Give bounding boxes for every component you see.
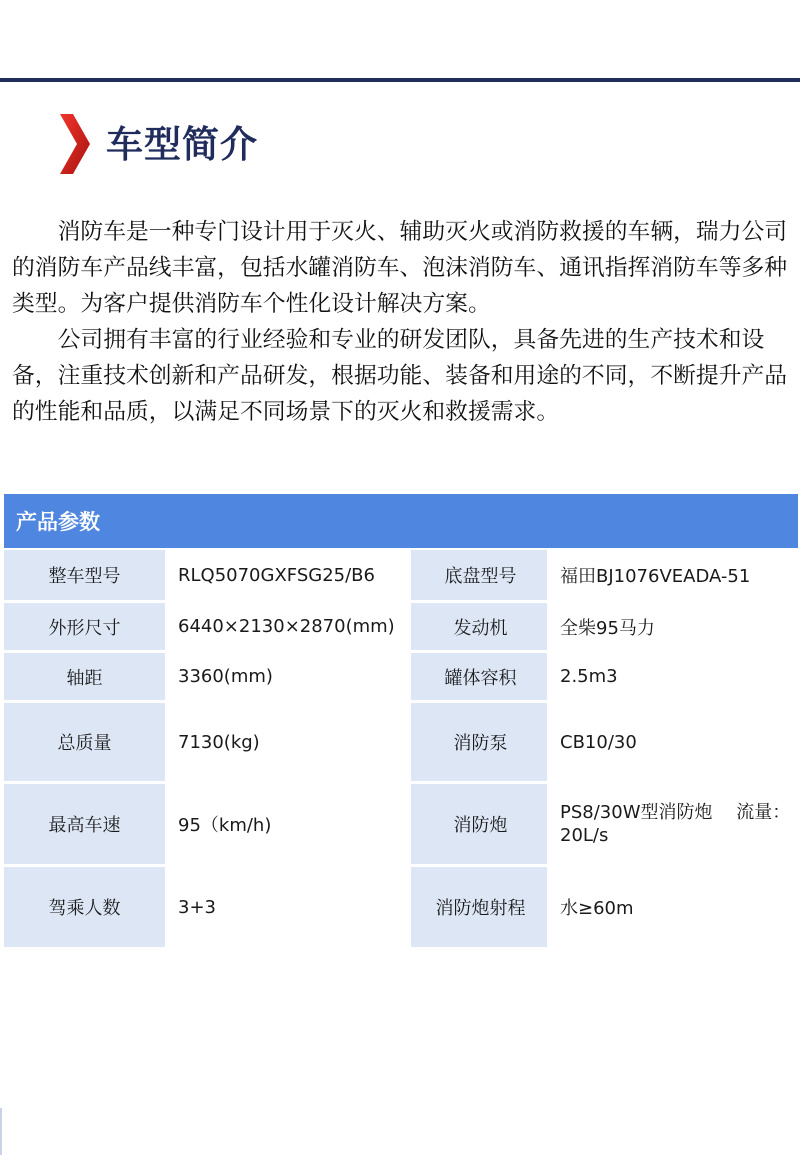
spec-label: 轴距 <box>4 653 168 700</box>
spec-label: 消防炮 <box>414 784 550 864</box>
spec-value: 3360(mm) <box>168 653 414 700</box>
spec-label: 底盘型号 <box>414 550 550 600</box>
spec-value: 全柴95马力 <box>550 603 798 650</box>
spec-label: 最高车速 <box>4 784 168 864</box>
spec-value: 7130(kg) <box>168 703 414 781</box>
intro-paragraph: 消防车是一种专门设计用于灭火、辅助灭火或消防救援的车辆，瑞力公司的消防车产品线丰富，包括水罐消防车、泡沫消防车、通讯指挥消防车等多种类型。为客户提供消防车个性化设计解决方案。 <box>12 219 788 317</box>
spec-value: 水≥60m <box>550 867 798 947</box>
spec-table <box>4 547 798 950</box>
spec-value: 福田BJ1076VEADA-51 <box>550 550 798 600</box>
table-row <box>4 703 798 781</box>
spec-value-text: PS8/30W型消防炮 流量：20L/s <box>560 802 791 846</box>
chevron-right-icon <box>58 112 92 176</box>
spec-label: 驾乘人数 <box>4 867 168 947</box>
spec-value: 6440×2130×2870(mm) <box>168 603 414 650</box>
spec-value: 95（km/h) <box>168 784 414 864</box>
spec-label: 发动机 <box>414 603 550 650</box>
table-row <box>4 784 798 864</box>
spec-value <box>550 784 798 864</box>
params-title: 产品参数 <box>4 494 798 548</box>
spec-label: 外形尺寸 <box>4 603 168 650</box>
spec-value: 2.5m3 <box>550 653 798 700</box>
page-title: 车型简介 <box>106 122 258 166</box>
spec-label: 整车型号 <box>4 550 168 600</box>
spec-value: CB10/30 <box>550 703 798 781</box>
product-params <box>4 494 798 950</box>
spec-value: RLQ5070GXFSG25/B6 <box>168 550 414 600</box>
top-divider <box>0 78 800 82</box>
table-row <box>4 653 798 700</box>
table-row <box>4 867 798 947</box>
section-heading <box>58 112 258 176</box>
page-edge-mark <box>0 1108 2 1155</box>
spec-label: 消防泵 <box>414 703 550 781</box>
intro-paragraph: 公司拥有丰富的行业经验和专业的研发团队，具备先进的生产技术和设备，注重技术创新和产品研发，根据功能、装备和用途的不同，不断提升产品的性能和品质，以满足不同场景下的灭火和救援需求。 <box>12 327 788 425</box>
spec-value: 3+3 <box>168 867 414 947</box>
table-row <box>4 603 798 650</box>
spec-label: 消防炮射程 <box>414 867 550 947</box>
spec-label: 总质量 <box>4 703 168 781</box>
table-row <box>4 550 798 600</box>
intro-text <box>12 214 798 430</box>
spec-label: 罐体容积 <box>414 653 550 700</box>
